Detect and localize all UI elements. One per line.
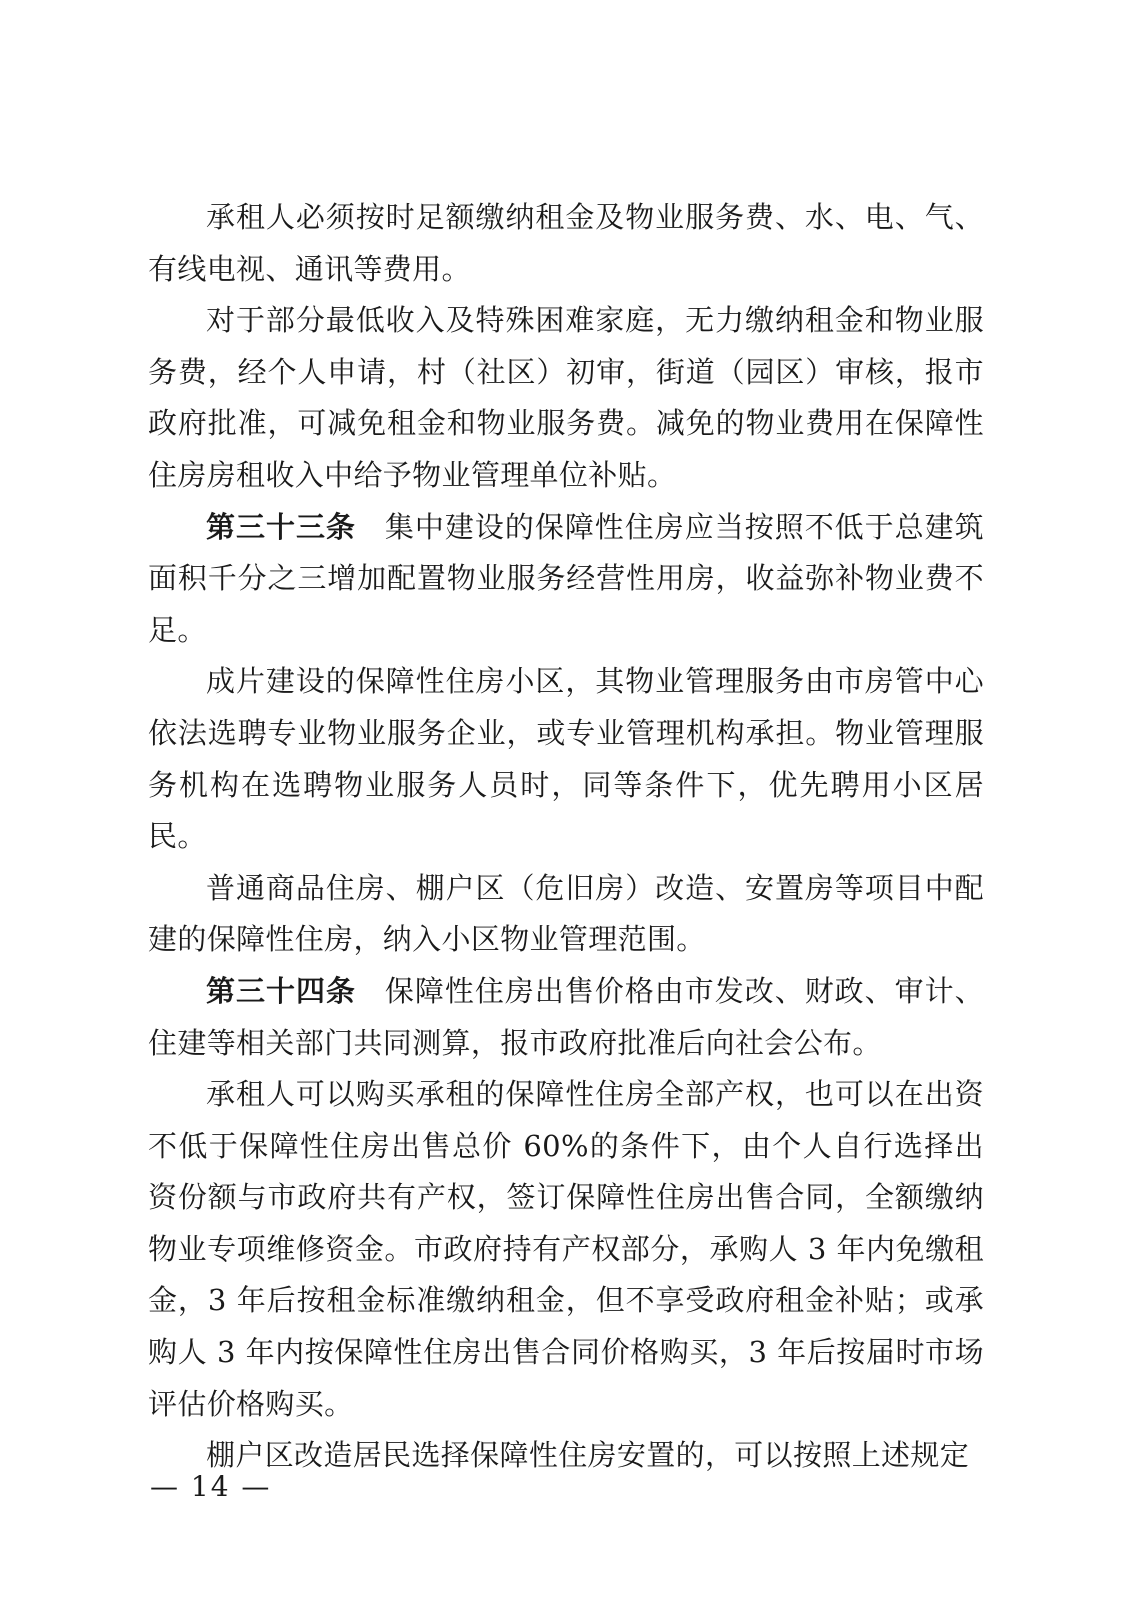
paragraph-text: 成片建设的保障性住房小区，其物业管理服务由市房管中心依法选聘专业物业服务企业，或专业管理机构承担。物业管理服务机构在选聘物业服务人员时，同等条件下，优先聘用小区居民。 — [148, 664, 984, 854]
paragraph-text: 承租人可以购买承租的保障性住房全部产权，也可以在出资不低于保障性住房出售总价 60%的条件下，由个人自行选择出资份额与市政府共有产权，签订保障性住房出售合同，全额缴纳物业专项维修资金。市政府持有产权部分，承购人 3 年内免缴租金，3 年后按租金标准缴纳租金，但不享受政府租金补贴；或承购人 3 年内按保障性住房出售合同价格购买，3 年后按届时市场评估价格购买。 — [148, 1077, 984, 1421]
paragraph-5 — [148, 863, 984, 966]
paragraph-4 — [148, 656, 984, 862]
paragraph-text: 集中建设的保障性住房应当按照不低于总建筑面积千分之三增加配置物业服务经营性用房，收益弥补物业费不足。 — [148, 509, 984, 647]
paragraph-text: 普通商品住房、棚户区（危旧房）改造、安置房等项目中配建的保障性住房，纳入小区物业管理范围。 — [148, 870, 984, 957]
paragraph-1 — [148, 192, 984, 295]
paragraph-text: 保障性住房出售价格由市发改、财政、审计、住建等相关部门共同测算，报市政府批准后向社会公布。 — [148, 973, 984, 1060]
page-number: — 14 — — [150, 1470, 272, 1503]
paragraph-article-34 — [148, 966, 984, 1069]
paragraph-text: 承租人必须按时足额缴纳租金及物业服务费、水、电、气、有线电视、通讯等费用。 — [148, 200, 984, 286]
paragraph-text: 棚户区改造居民选择保障性住房安置的，可以按照上述规定 — [206, 1438, 970, 1473]
paragraph-article-33 — [148, 502, 984, 657]
article-heading: 第三十三条 — [206, 509, 356, 544]
paragraph-8 — [148, 1430, 984, 1482]
document-body — [148, 192, 984, 1482]
paragraph-text: 对于部分最低收入及特殊困难家庭，无力缴纳租金和物业服务费，经个人申请，村（社区）初审，街道（园区）审核，报市政府批准，可减免租金和物业服务费。减免的物业费用在保障性住房房租收入中给予物业管理单位补贴。 — [148, 303, 984, 492]
article-heading: 第三十四条 — [206, 973, 356, 1008]
paragraph-2 — [148, 295, 984, 501]
paragraph-7 — [148, 1069, 984, 1430]
